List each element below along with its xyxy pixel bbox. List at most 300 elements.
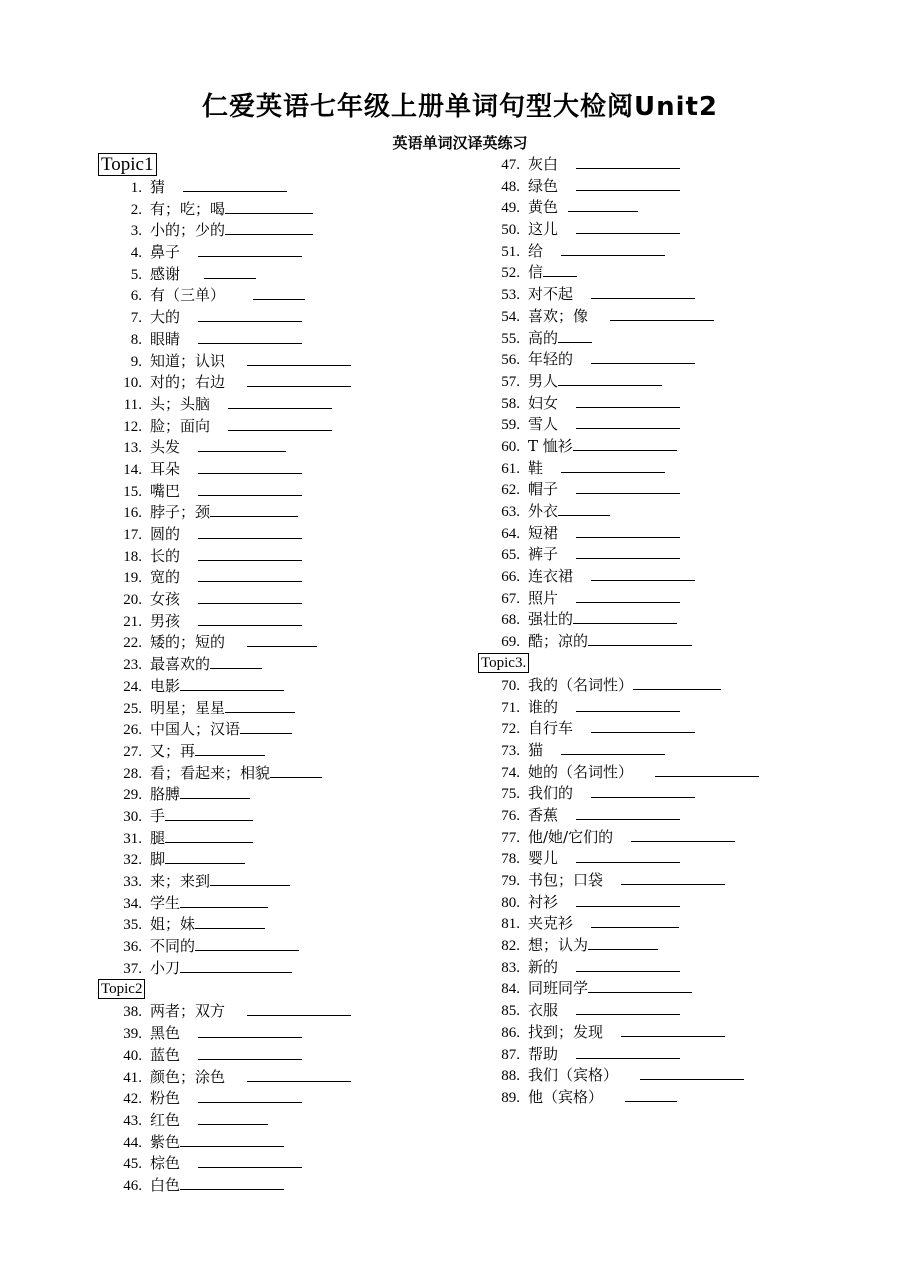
item-number: 3. <box>130 223 142 240</box>
item-number: 38. <box>123 1004 142 1021</box>
answer-blank[interactable] <box>165 827 253 843</box>
answer-blank[interactable] <box>558 327 592 343</box>
item-number: 28. <box>123 765 142 782</box>
item-chinese-word: 婴儿 <box>528 849 559 868</box>
item-chinese-word: 腿 <box>150 828 166 847</box>
answer-blank[interactable] <box>180 1131 284 1147</box>
list-item <box>98 675 458 697</box>
list-item <box>476 674 876 696</box>
item-number: 68. <box>501 612 520 629</box>
answer-blank[interactable] <box>558 500 610 516</box>
answer-blank[interactable] <box>568 196 638 212</box>
item-number: 89. <box>501 1089 520 1106</box>
list-item <box>98 805 458 827</box>
list-item <box>98 1087 458 1109</box>
item-number: 34. <box>123 895 142 912</box>
item-chinese-word: 这儿 <box>528 220 559 239</box>
item-chinese-word: 棕色 <box>150 1154 181 1173</box>
item-chinese-word: 同班同学 <box>528 979 589 998</box>
item-number: 14. <box>123 461 142 478</box>
item-number: 77. <box>501 829 520 846</box>
answer-blank[interactable] <box>240 718 292 734</box>
item-chinese-word: 小的；少的 <box>150 221 226 240</box>
item-chinese-word: 眼睛 <box>150 329 181 348</box>
item-number: 63. <box>501 504 520 520</box>
list-item <box>98 610 458 632</box>
answer-blank[interactable] <box>270 762 322 778</box>
list-item <box>98 588 458 610</box>
item-number: 48. <box>501 178 520 195</box>
item-number: 84. <box>501 981 520 998</box>
answer-blank[interactable] <box>576 413 680 429</box>
list-item <box>98 458 458 480</box>
page-title: 仁爱英语七年级上册单词句型大检阅Unit2 <box>201 92 719 122</box>
item-chinese-word: 蓝色 <box>150 1045 181 1064</box>
list-item <box>98 350 458 372</box>
item-chinese-word: 给 <box>528 241 544 260</box>
item-chinese-word: 绿色 <box>528 176 559 195</box>
answer-blank[interactable] <box>558 370 662 386</box>
answer-blank[interactable] <box>195 935 299 951</box>
item-number: 62. <box>501 482 520 499</box>
answer-blank[interactable] <box>198 588 302 604</box>
item-chinese-word: 嘴巴 <box>150 481 181 500</box>
list-item <box>98 393 458 415</box>
list-item <box>476 565 876 587</box>
item-number: 86. <box>501 1024 520 1041</box>
item-number: 36. <box>123 939 142 956</box>
list-item <box>98 1174 458 1196</box>
item-number: 8. <box>130 331 142 348</box>
answer-blank[interactable] <box>195 913 265 929</box>
item-chinese-word: 最喜欢的 <box>150 655 211 674</box>
item-chinese-word: 明星；星星 <box>150 698 226 717</box>
item-chinese-word: 喜欢；像 <box>528 306 589 325</box>
item-chinese-word: 强壮的 <box>528 610 574 629</box>
item-chinese-word: 鼻子 <box>150 243 181 262</box>
item-number: 22. <box>123 635 142 652</box>
item-chinese-word: 我们（宾格） <box>528 1066 619 1085</box>
item-number: 6. <box>130 288 142 305</box>
answer-blank[interactable] <box>198 306 302 322</box>
list-item <box>476 1064 876 1086</box>
item-chinese-word: 他/她/它们的 <box>528 827 614 846</box>
list-item <box>476 348 876 370</box>
answer-blank[interactable] <box>591 283 695 299</box>
item-chinese-word: 对不起 <box>528 285 574 304</box>
item-number: 88. <box>501 1068 520 1085</box>
list-item <box>476 543 876 565</box>
answer-blank[interactable] <box>225 198 313 214</box>
list-item <box>476 630 876 652</box>
item-number: 11. <box>123 396 142 413</box>
item-chinese-word: 颜色；涂色 <box>150 1067 226 1086</box>
answer-blank[interactable] <box>204 263 256 279</box>
item-chinese-word: 长的 <box>150 546 181 565</box>
item-chinese-word: 女孩 <box>150 590 181 609</box>
item-number: 66. <box>501 569 520 586</box>
item-number: 57. <box>501 373 520 390</box>
answer-blank[interactable] <box>588 977 692 993</box>
item-number: 30. <box>123 808 142 825</box>
answer-blank[interactable] <box>198 1109 268 1125</box>
list-item <box>98 284 458 306</box>
list-item <box>98 480 458 502</box>
item-number: 35. <box>123 917 142 934</box>
list-item <box>98 545 458 567</box>
list-item <box>98 957 458 979</box>
item-chinese-word: 知道；认识 <box>150 351 226 370</box>
item-number: 69. <box>501 634 520 651</box>
item-chinese-word: 手 <box>150 806 166 825</box>
item-chinese-word: 又；再 <box>150 741 196 760</box>
answer-blank[interactable] <box>180 675 284 691</box>
list-item <box>476 175 876 197</box>
item-number: 43. <box>123 1112 142 1129</box>
answer-blank[interactable] <box>210 653 262 669</box>
list-item <box>98 892 458 914</box>
answer-blank[interactable] <box>576 392 680 408</box>
list-item <box>98 848 458 870</box>
item-number: 19. <box>123 570 142 587</box>
list-item <box>476 717 876 739</box>
answer-blank[interactable] <box>576 522 680 538</box>
topic2-list <box>98 1000 458 1195</box>
item-chinese-word: 高的 <box>528 328 559 347</box>
list-item <box>98 1131 458 1153</box>
list-item <box>98 241 458 263</box>
item-chinese-word: 矮的；短的 <box>150 633 226 652</box>
item-number: 26. <box>123 722 142 739</box>
answer-blank[interactable] <box>198 1044 302 1060</box>
answer-blank[interactable] <box>576 587 680 603</box>
item-chinese-word: 脚 <box>150 850 166 869</box>
answer-blank[interactable] <box>180 957 292 973</box>
item-chinese-word: 谁的 <box>528 697 559 716</box>
item-chinese-word: 黄色 <box>528 198 559 217</box>
answer-blank[interactable] <box>610 305 714 321</box>
answer-blank[interactable] <box>210 501 298 517</box>
item-chinese-word: 粉色 <box>150 1089 181 1108</box>
item-number: 64. <box>501 525 520 542</box>
answer-blank[interactable] <box>576 847 680 863</box>
list-item <box>476 370 876 392</box>
answer-blank[interactable] <box>576 696 680 712</box>
list-item <box>98 436 458 458</box>
answer-blank[interactable] <box>573 435 677 451</box>
answer-blank[interactable] <box>591 348 695 364</box>
list-item <box>98 219 458 241</box>
list-item <box>476 1043 876 1065</box>
item-number: 51. <box>501 243 520 260</box>
answer-blank[interactable] <box>183 176 287 192</box>
list-item <box>476 912 876 934</box>
item-chinese-word: 我的（名词性） <box>528 675 634 694</box>
item-number: 87. <box>501 1046 520 1063</box>
item-number: 33. <box>123 874 142 890</box>
answer-blank[interactable] <box>576 999 680 1015</box>
item-chinese-word: 酷；凉的 <box>528 632 589 651</box>
list-item <box>476 869 876 891</box>
answer-blank[interactable] <box>625 1086 677 1102</box>
item-number: 16. <box>123 505 142 522</box>
answer-blank[interactable] <box>198 1152 302 1168</box>
list-item <box>98 1022 458 1044</box>
list-item <box>476 999 876 1021</box>
answer-blank[interactable] <box>198 328 302 344</box>
item-chinese-word: 信 <box>528 263 544 282</box>
list-item <box>476 392 876 414</box>
list-item <box>476 739 876 761</box>
item-number: 37. <box>123 960 142 977</box>
item-number: 71. <box>501 699 520 716</box>
list-item <box>476 761 876 783</box>
item-chinese-word: 男人 <box>528 371 559 390</box>
answer-blank[interactable] <box>198 1087 302 1103</box>
answer-blank[interactable] <box>640 1064 744 1080</box>
item-chinese-word: 新的 <box>528 957 559 976</box>
answer-blank[interactable] <box>198 458 302 474</box>
answer-blank[interactable] <box>591 565 695 581</box>
answer-blank[interactable] <box>576 218 680 234</box>
list-item <box>476 977 876 999</box>
item-chinese-word: 灰白 <box>528 155 559 173</box>
item-chinese-word: 紫色 <box>150 1132 181 1151</box>
list-item <box>98 1044 458 1066</box>
item-number: 67. <box>501 590 520 607</box>
item-number: 72. <box>501 721 520 738</box>
list-item <box>98 913 458 935</box>
item-number: 9. <box>130 353 142 370</box>
item-number: 15. <box>123 483 142 500</box>
answer-blank[interactable] <box>198 241 302 257</box>
answer-blank[interactable] <box>180 1174 284 1190</box>
item-number: 25. <box>123 700 142 717</box>
item-chinese-word: 雪人 <box>528 415 559 434</box>
item-number: 39. <box>123 1026 142 1043</box>
answer-blank[interactable] <box>198 566 302 582</box>
list-item <box>98 783 458 805</box>
answer-blank[interactable] <box>591 717 695 733</box>
list-item <box>98 415 458 437</box>
answer-blank[interactable] <box>225 697 295 713</box>
item-number: 79. <box>501 873 520 889</box>
list-item <box>98 718 458 740</box>
item-number: 13. <box>123 440 142 457</box>
list-item <box>98 1152 458 1174</box>
item-number: 47. <box>501 157 520 173</box>
list-item <box>476 696 876 718</box>
item-number: 20. <box>123 592 142 609</box>
answer-blank[interactable] <box>198 1022 302 1038</box>
topic-heading-3: Topic3. <box>478 653 529 673</box>
answer-blank[interactable] <box>591 782 695 798</box>
answer-blank[interactable] <box>576 1043 680 1059</box>
list-item <box>98 870 458 892</box>
item-chinese-word: 圆的 <box>150 525 181 543</box>
answer-blank[interactable] <box>210 870 290 886</box>
item-chinese-word: 黑色 <box>150 1024 181 1043</box>
list-item <box>476 261 876 283</box>
item-number: 59. <box>501 417 520 434</box>
item-chinese-word: 头发 <box>150 438 181 457</box>
item-chinese-word: 头；头脑 <box>150 394 211 413</box>
answer-blank[interactable] <box>228 415 332 431</box>
answer-blank[interactable] <box>543 261 577 277</box>
list-item <box>476 327 876 349</box>
answer-blank[interactable] <box>561 739 665 755</box>
item-number: 44. <box>123 1134 142 1151</box>
item-number: 17. <box>123 527 142 543</box>
list-item <box>476 153 876 175</box>
item-number: 4. <box>130 245 142 262</box>
list-item <box>476 1086 876 1108</box>
item-chinese-word: 学生 <box>150 893 181 912</box>
answer-blank[interactable] <box>225 219 313 235</box>
item-number: 49. <box>501 200 520 217</box>
item-number: 29. <box>123 787 142 804</box>
item-number: 55. <box>501 330 520 347</box>
list-item <box>98 328 458 350</box>
answer-blank[interactable] <box>198 523 302 539</box>
item-chinese-word: 对的；右边 <box>150 373 226 392</box>
topic-heading-2: Topic2 <box>98 979 145 999</box>
item-number: 10. <box>123 375 142 392</box>
answer-blank[interactable] <box>198 545 302 561</box>
list-item <box>98 523 458 545</box>
item-chinese-word: 找到；发现 <box>528 1022 604 1041</box>
answer-blank[interactable] <box>576 153 680 169</box>
item-number: 2. <box>130 201 142 218</box>
list-item <box>98 1109 458 1131</box>
item-number: 21. <box>123 613 142 630</box>
list-item <box>98 198 458 220</box>
answer-blank[interactable] <box>247 1066 351 1082</box>
item-number: 41. <box>123 1069 142 1086</box>
item-chinese-word: 中国人；汉语 <box>150 720 241 739</box>
item-number: 46. <box>123 1177 142 1194</box>
item-chinese-word: 来；来到 <box>150 872 211 890</box>
list-item <box>98 566 458 588</box>
answer-blank[interactable] <box>633 674 721 690</box>
list-item <box>98 1000 458 1022</box>
list-item <box>98 935 458 957</box>
topic1-list <box>98 176 458 978</box>
item-number: 40. <box>123 1047 142 1064</box>
item-number: 83. <box>501 959 520 976</box>
answer-blank[interactable] <box>198 436 286 452</box>
answer-blank[interactable] <box>588 934 658 950</box>
answer-blank[interactable] <box>655 761 759 777</box>
answer-blank[interactable] <box>561 240 665 256</box>
answer-blank[interactable] <box>576 956 680 972</box>
answer-blank[interactable] <box>228 393 332 409</box>
answer-blank[interactable] <box>247 350 351 366</box>
answer-blank[interactable] <box>576 175 680 191</box>
item-number: 65. <box>501 547 520 564</box>
item-chinese-word: 男孩 <box>150 611 181 630</box>
answer-blank[interactable] <box>576 891 680 907</box>
item-chinese-word: 脸；面向 <box>150 416 211 435</box>
answer-blank[interactable] <box>195 740 265 756</box>
list-item <box>98 653 458 675</box>
list-item <box>476 218 876 240</box>
item-chinese-word: 他（宾格） <box>528 1087 604 1106</box>
item-chinese-word: 帽子 <box>528 480 559 499</box>
item-chinese-word: 电影 <box>150 676 181 695</box>
answer-blank[interactable] <box>253 284 305 300</box>
list-item <box>98 1066 458 1088</box>
answer-blank[interactable] <box>573 608 677 624</box>
item-number: 42. <box>123 1091 142 1108</box>
list-item <box>98 263 458 285</box>
topic3-list <box>476 674 876 1108</box>
item-number: 50. <box>501 222 520 239</box>
answer-blank[interactable] <box>198 610 302 626</box>
item-chinese-word: 连衣裙 <box>528 567 574 586</box>
answer-blank[interactable] <box>180 892 268 908</box>
answer-blank[interactable] <box>247 371 351 387</box>
answer-blank[interactable] <box>165 805 253 821</box>
answer-blank[interactable] <box>561 457 665 473</box>
answer-blank[interactable] <box>165 848 245 864</box>
answer-blank[interactable] <box>180 783 250 799</box>
list-item <box>476 196 876 218</box>
item-number: 23. <box>123 657 142 674</box>
answer-blank[interactable] <box>576 543 680 559</box>
item-chinese-word: 夹克衫 <box>528 914 574 933</box>
item-chinese-word: 脖子；颈 <box>150 503 211 522</box>
answer-blank[interactable] <box>621 1021 725 1037</box>
left-column <box>98 153 458 1196</box>
item-number: 74. <box>501 764 520 781</box>
item-number: 85. <box>501 1003 520 1020</box>
item-number: 75. <box>501 786 520 803</box>
item-number: 27. <box>123 743 142 760</box>
list-item <box>476 782 876 804</box>
answer-blank[interactable] <box>591 912 679 928</box>
answer-blank[interactable] <box>247 631 317 647</box>
answer-blank[interactable] <box>621 869 725 885</box>
item-chinese-word: 衣服 <box>528 1001 559 1020</box>
list-item <box>98 306 458 328</box>
item-chinese-word: 猜 <box>150 178 166 196</box>
item-number: 18. <box>123 548 142 565</box>
answer-blank[interactable] <box>576 804 680 820</box>
item-chinese-word: 照片 <box>528 588 559 607</box>
answer-blank[interactable] <box>631 826 735 842</box>
list-item <box>476 956 876 978</box>
item-chinese-word: 香蕉 <box>528 805 559 824</box>
list-item <box>476 283 876 305</box>
answer-blank[interactable] <box>198 480 302 496</box>
item-number: 31. <box>123 830 142 847</box>
item-chinese-word: 想；认为 <box>528 936 589 955</box>
list-item <box>476 413 876 435</box>
item-chinese-word: 她的（名词性） <box>528 762 634 781</box>
list-item <box>98 631 458 653</box>
answer-blank[interactable] <box>576 478 680 494</box>
item-number: 60. <box>501 438 520 455</box>
answer-blank[interactable] <box>588 630 692 646</box>
list-item <box>476 587 876 609</box>
answer-blank[interactable] <box>247 1000 351 1016</box>
item-chinese-word: 不同的 <box>150 937 196 956</box>
list-item <box>476 457 876 479</box>
right-column <box>476 153 876 1108</box>
item-chinese-word: 年轻的 <box>528 350 574 369</box>
item-number: 70. <box>501 677 520 694</box>
